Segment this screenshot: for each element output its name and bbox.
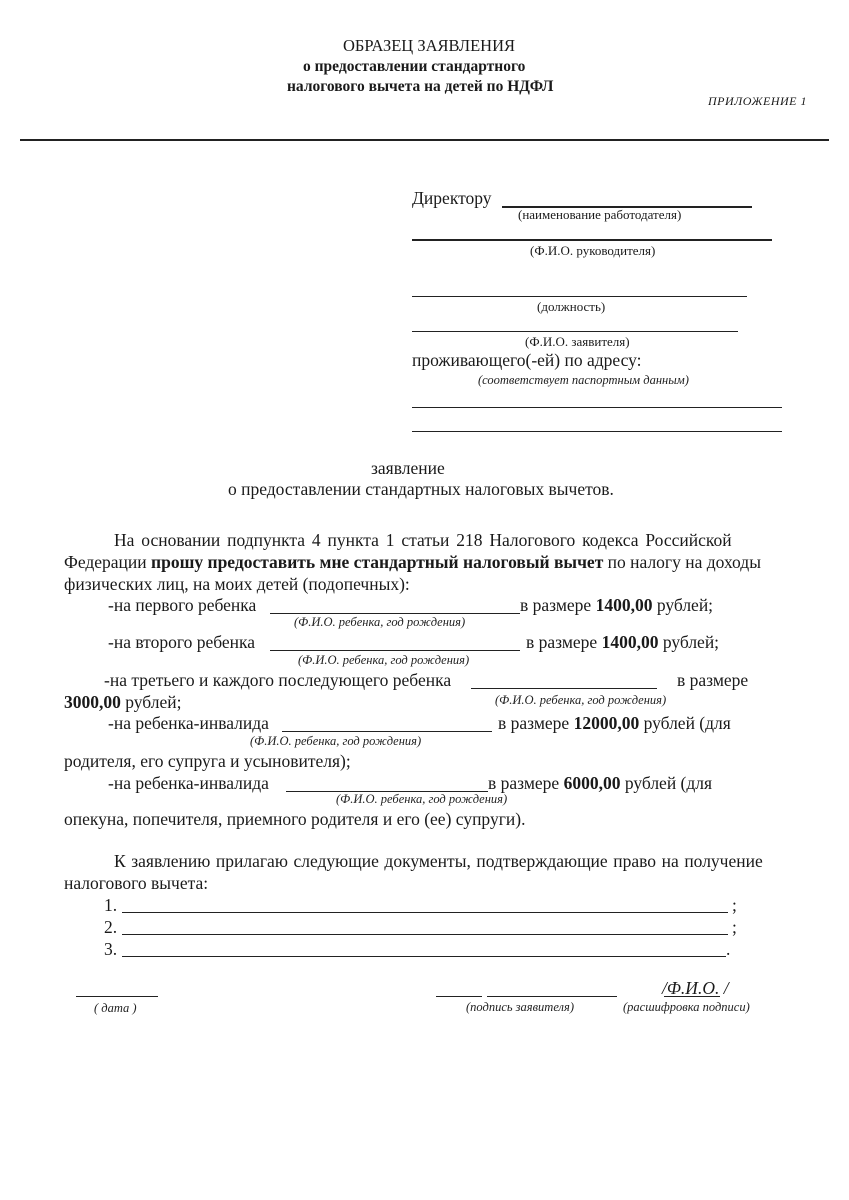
head-name-note: (Ф.И.О. руководителя) [530,243,656,258]
passport-note: (соответствует паспортным данным) [478,373,689,387]
appendix-label: ПРИЛОЖЕНИЕ 1 [708,94,807,108]
disabled-child-1-field[interactable] [282,731,492,732]
form-title: ОБРАЗЕЦ ЗАЯВЛЕНИЯ [343,36,516,55]
attachment-2-number: 2. [104,917,118,937]
disabled-child-1-cont: родителя, его супруга и усыновителя); [64,751,351,771]
paragraph-line-1: На основании подпункта 4 пункта 1 статьи 218 Налогового кодекса Российской [114,530,732,550]
first-child-amount: в размере 1400,00 рублей; [520,595,714,615]
third-child-amount-pre: в размере [677,670,749,690]
attachments-intro-2: налогового вычета: [64,873,209,893]
attachment-3-number: 3. [104,939,118,959]
director-label: Директору [412,188,492,208]
address-field-1[interactable] [412,407,782,408]
position-note: (должность) [537,299,606,314]
employer-note: (наименование работодателя) [518,207,682,222]
attachment-1-end: ; [732,895,737,915]
signature-note: (подпись заявителя) [466,1000,574,1014]
second-child-field[interactable] [270,650,520,651]
attachments-intro-1: К заявлению прилагаю следующие документы, подтверждающие право на получение [114,851,763,871]
first-child-note: (Ф.И.О. ребенка, год рождения) [294,615,466,629]
fio-underline [664,996,720,997]
third-child-amount: 3000,00 рублей; [64,692,182,712]
attachment-3-end: . [726,939,731,959]
date-note: ( дата ) [94,1001,137,1015]
disabled-child-2-cont: опекуна, попечителя, приемного родителя и его (ее) супруги). [64,809,526,829]
attachment-2-field[interactable] [122,934,728,935]
signature-field-short[interactable] [436,996,482,997]
fio-label: /Ф.И.О. / [662,978,729,998]
form-subtitle-2: налогового вычета на детей по НДФЛ [287,78,554,95]
first-child-field[interactable] [270,613,520,614]
disabled-child-1-amount: в размере 12000,00 рублей (для [498,713,731,733]
statement-title: заявление [371,458,445,478]
applicant-name-note: (Ф.И.О. заявителя) [525,334,630,349]
attachment-3-field[interactable] [122,956,726,957]
position-field[interactable] [412,296,747,297]
statement-subtitle: о предоставлении стандартных налоговых вычетов. [228,479,614,499]
form-subtitle-1: о предоставлении стандартного [303,58,526,75]
third-child-label: -на третьего и каждого последующего ребенка [104,670,452,690]
second-child-amount: в размере 1400,00 рублей; [526,632,720,652]
address-field-2[interactable] [412,431,782,432]
paragraph-line-3: физических лиц, на моих детей (подопечных): [64,574,410,594]
header-divider [20,139,829,141]
attachment-1-field[interactable] [122,912,728,913]
disabled-child-2-note: (Ф.И.О. ребенка, год рождения) [336,792,508,806]
date-field[interactable] [76,996,158,997]
head-name-field[interactable] [412,239,772,241]
first-child-label: -на первого ребенка [108,595,257,615]
third-child-note: (Ф.И.О. ребенка, год рождения) [495,693,667,707]
disabled-child-1-note: (Ф.И.О. ребенка, год рождения) [250,734,422,748]
attachment-2-end: ; [732,917,737,937]
paragraph-line-2: Федерации прошу предоставить мне стандартный налоговый вычет по налогу на доходы [64,552,761,572]
signature-field[interactable] [487,996,617,997]
attachment-1-number: 1. [104,895,118,915]
disabled-child-2-amount: в размере 6000,00 рублей (для [488,773,713,793]
second-child-label: -на второго ребенка [108,632,256,652]
decode-note: (расшифровка подписи) [623,1000,750,1014]
disabled-child-1-label: -на ребенка-инвалида [108,713,269,733]
disabled-child-2-label: -на ребенка-инвалида [108,773,269,793]
second-child-note: (Ф.И.О. ребенка, год рождения) [298,653,470,667]
third-child-field[interactable] [471,688,657,689]
residing-label: проживающего(-ей) по адресу: [412,350,642,370]
applicant-name-field[interactable] [412,331,738,332]
